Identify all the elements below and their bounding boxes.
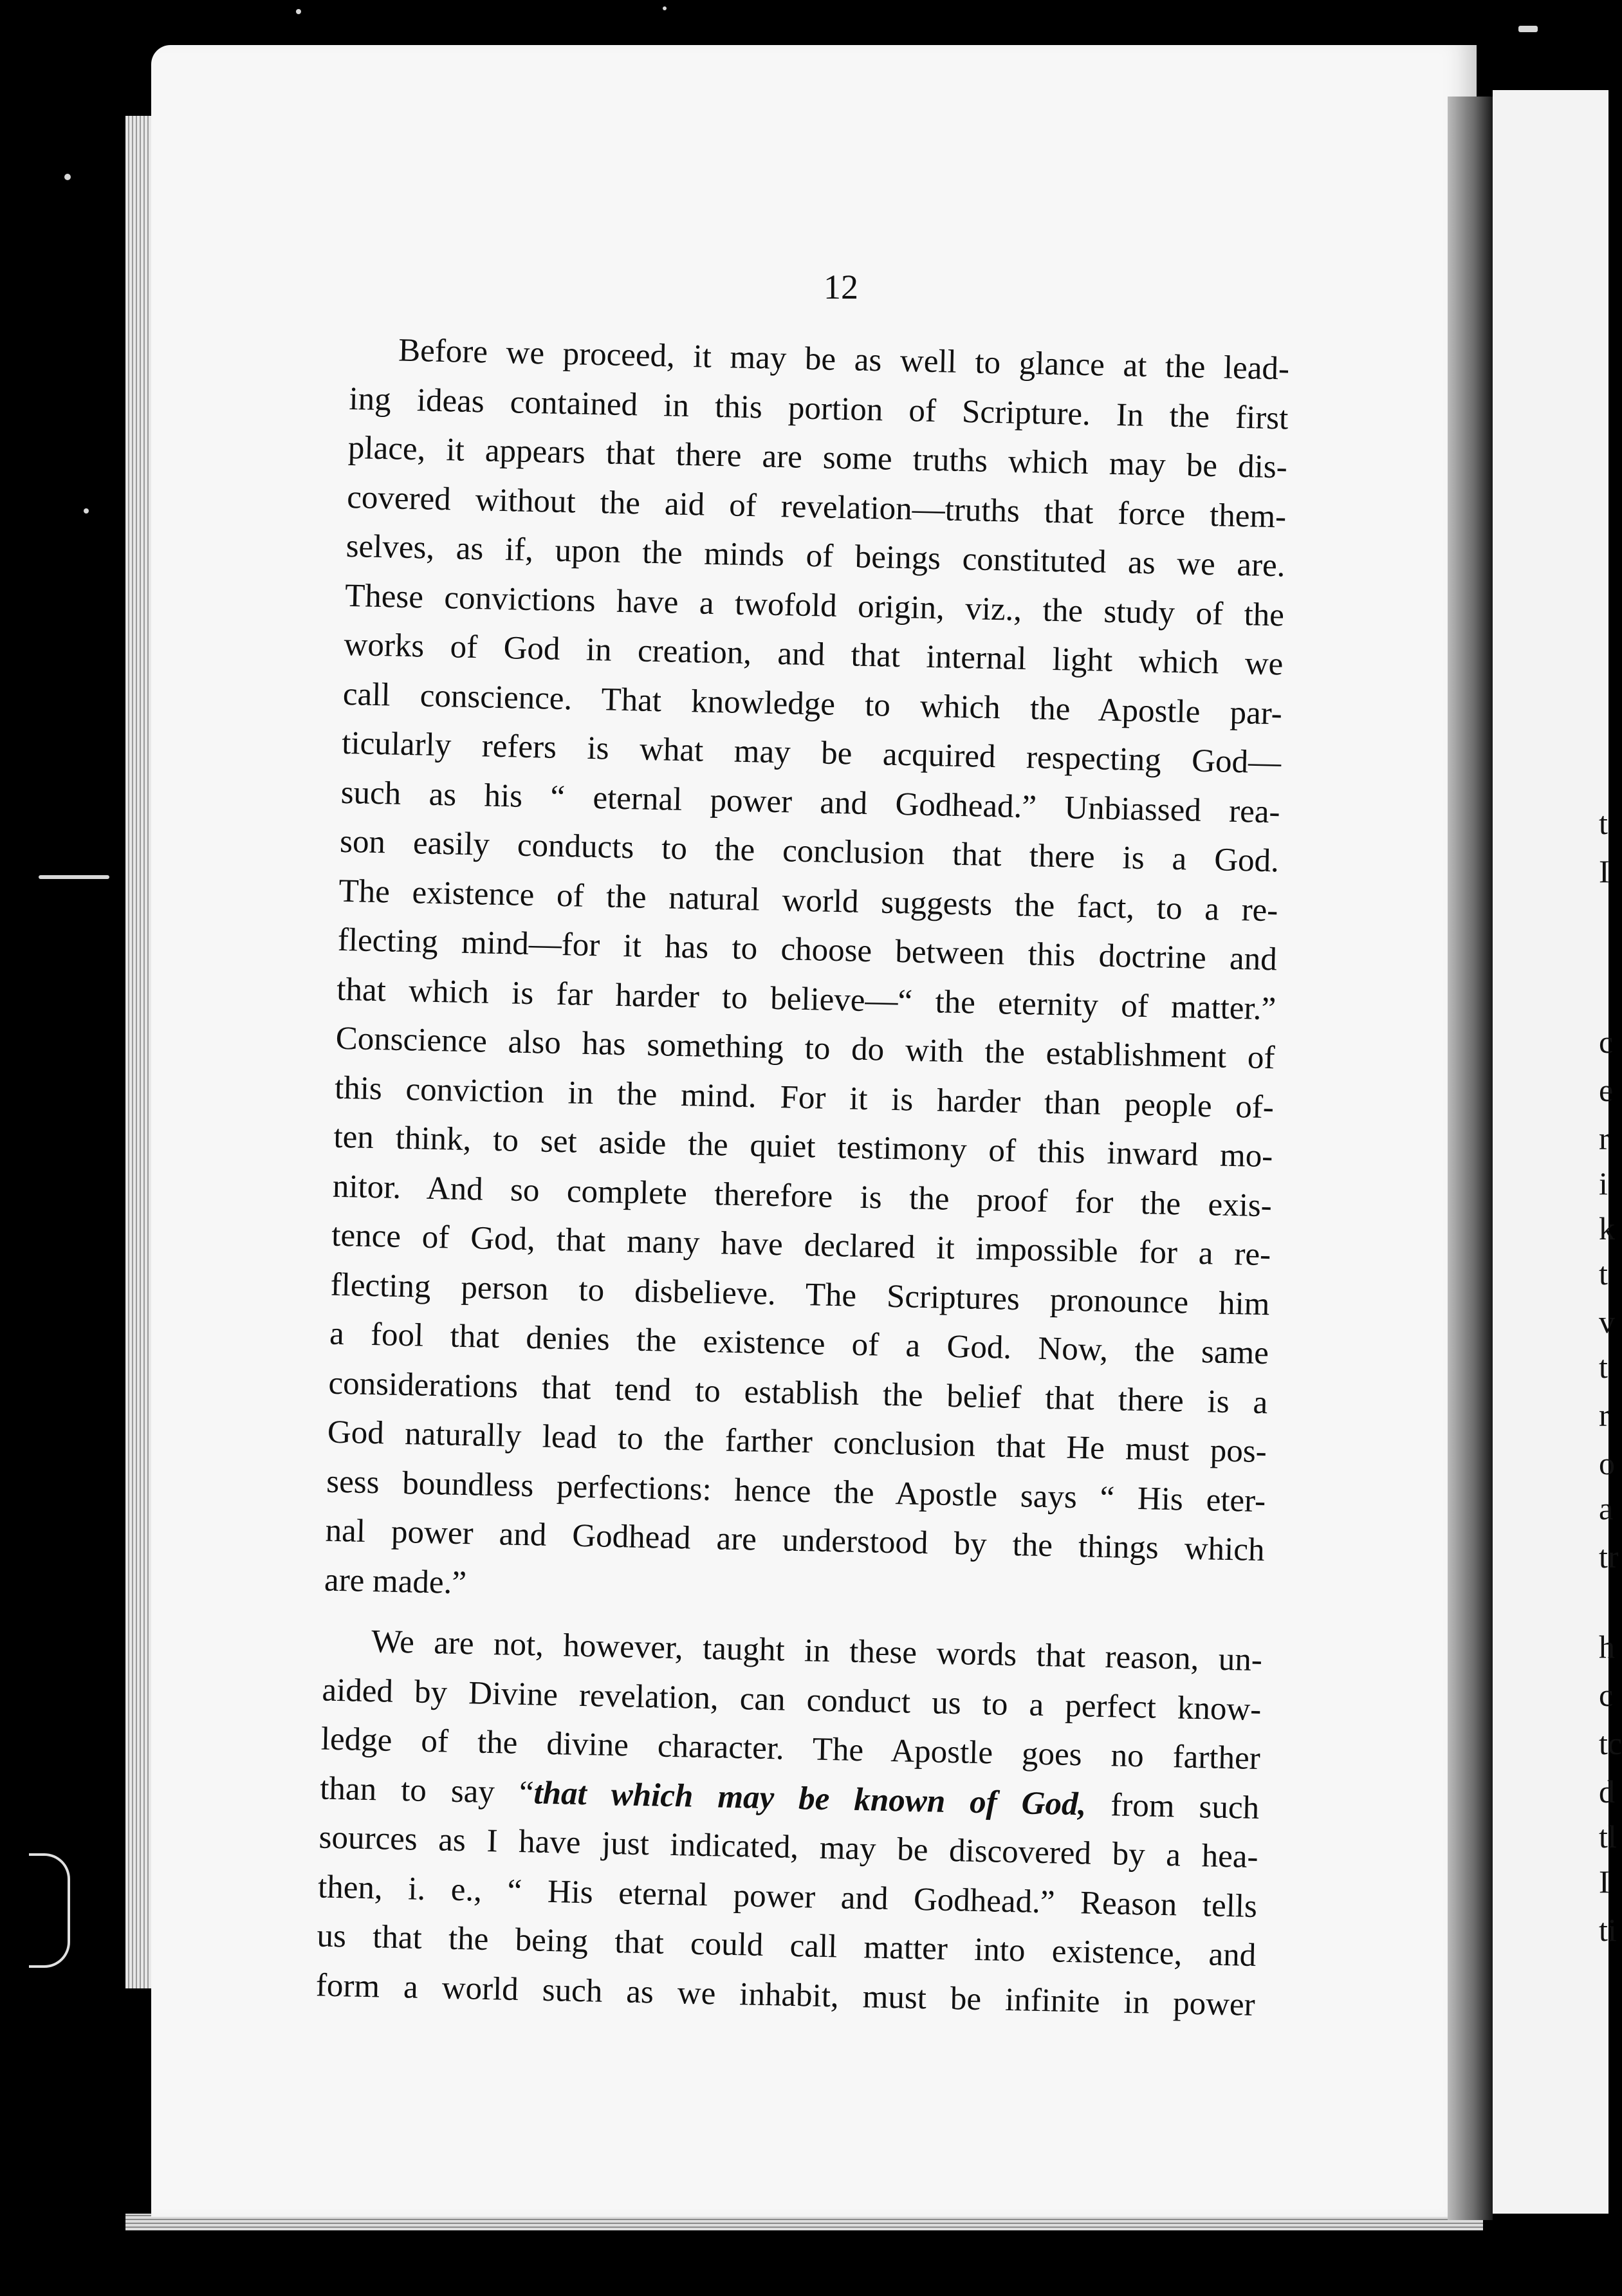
text-line: that which is far harder to believe—“ the eternity of matter.” [336,971,1276,1027]
text-line: sources as I have just indicated, may be discovered by a hea- [318,1819,1259,1876]
facing-page-letter: a [1599,1490,1614,1526]
text-line: then, i. e., “ His eternal power and Godhead.” Reason tells [317,1868,1258,1925]
text-line: such as his “ eternal power and Godhead.” Unbiassed rea- [340,774,1281,830]
text-line: God naturally lead to the farther conclusion that He must pos- [327,1414,1267,1470]
text-line: ledge of the divine character. The Apostle goes no farther [320,1721,1261,1777]
text-line: ticularly refers is what may be acquired respecting God— [341,725,1282,781]
text-line: flecting mind—for it has to choose between this doctrine and [337,921,1278,978]
facing-page-letter: t [1599,1349,1608,1385]
text-line: aided by Divine revelation, can conduct us to a perfect know- [321,1672,1262,1728]
facing-page-letter: r [1599,1120,1610,1156]
text-line: nitor. And so complete therefore is the proof for the exis- [332,1168,1273,1224]
text-line: tence of God, that many have declared it impossible for a re- [331,1217,1271,1273]
facing-page-letter: t [1599,805,1608,841]
text-line: We are not, however, taught in these words that reason, un- [371,1624,1263,1679]
text-line: works of God in creation, and that internal light which we [344,626,1284,683]
text-line: Before we proceed, it may be as well to glance at the lead- [398,332,1290,387]
text-line: These convictions have a twofold origin, viz., the study of the [344,577,1285,633]
facing-page-letter: i [1599,1165,1608,1201]
text-line: covered without the aid of revelation—truths that force them- [346,479,1287,535]
facing-page-letter: tc [1599,1725,1622,1761]
facing-page-letter: c [1599,1677,1614,1713]
text-line: than to say “that which may be known of God, from such [319,1770,1260,1826]
text-line: place, it appears that there are some truths which may be dis- [347,429,1288,486]
facing-page-letter: v [1599,1304,1615,1340]
italic-phrase: that which may be known of God, [533,1774,1087,1822]
facing-page-letter: d [1599,1773,1615,1810]
facing-page-letter: tl [1599,1819,1617,1855]
facing-page-letter: o [1599,1445,1615,1481]
text-line: form a world such as we inhabit, must be infinite in power [315,1967,1256,2023]
paragraph-1 [324,325,1289,1624]
body-text [315,325,1290,2030]
text-line: a fool that denies the existence of a God. Now, the same [329,1315,1269,1372]
facing-page-letter: c [1599,1024,1614,1060]
text-line: are made.” [324,1562,467,1601]
paragraph-2 [315,1616,1262,2030]
facing-page-letter: ti [1599,1912,1617,1948]
facing-page-letter: I [1599,853,1610,889]
text-line: ten think, to set aside the quiet testimony of this inward mo- [333,1118,1273,1175]
facing-page-letter: k [1599,1210,1615,1246]
text-line: call conscience. That knowledge to which the Apostle par- [342,676,1283,732]
text-line: The existence of the natural world suggests the fact, to a re- [338,873,1278,929]
text-line: nal power and Godhead are understood by the things which [325,1512,1266,1569]
facing-page-letter: r [1599,1397,1610,1433]
book-gutter [1448,97,1493,2220]
facing-page-letter: I [1599,1864,1610,1900]
text-line: son easily conducts to the conclusion that there is a God. [339,823,1280,880]
text-line: flecting person to disbelieve. The Scriptures pronounce him [330,1266,1271,1322]
facing-page-letter: e [1599,1072,1614,1108]
facing-page-letter: t [1599,1255,1608,1292]
facing-page-fragment [1493,90,1622,2214]
text-line: sess boundless perfections: hence the Apostle says “ His eter- [326,1463,1266,1519]
facing-page-letter: h [1599,1629,1615,1665]
text-line: us that the being that could call matter into existence, and [316,1918,1257,1974]
page-number: 12 [824,268,858,306]
facing-page-letter: tr [1599,1539,1619,1575]
text-line: selves, as if, upon the minds of beings constituted as we are. [346,528,1286,584]
text-line: ing ideas contained in this portion of Scripture. In the first [349,380,1289,437]
text-line: this conviction in the mind. For it is harder than people of- [334,1069,1275,1125]
text-line: Conscience also has something to do with the establishment of [335,1020,1276,1077]
text-line: considerations that tend to establish the belief that there is a [327,1365,1268,1421]
